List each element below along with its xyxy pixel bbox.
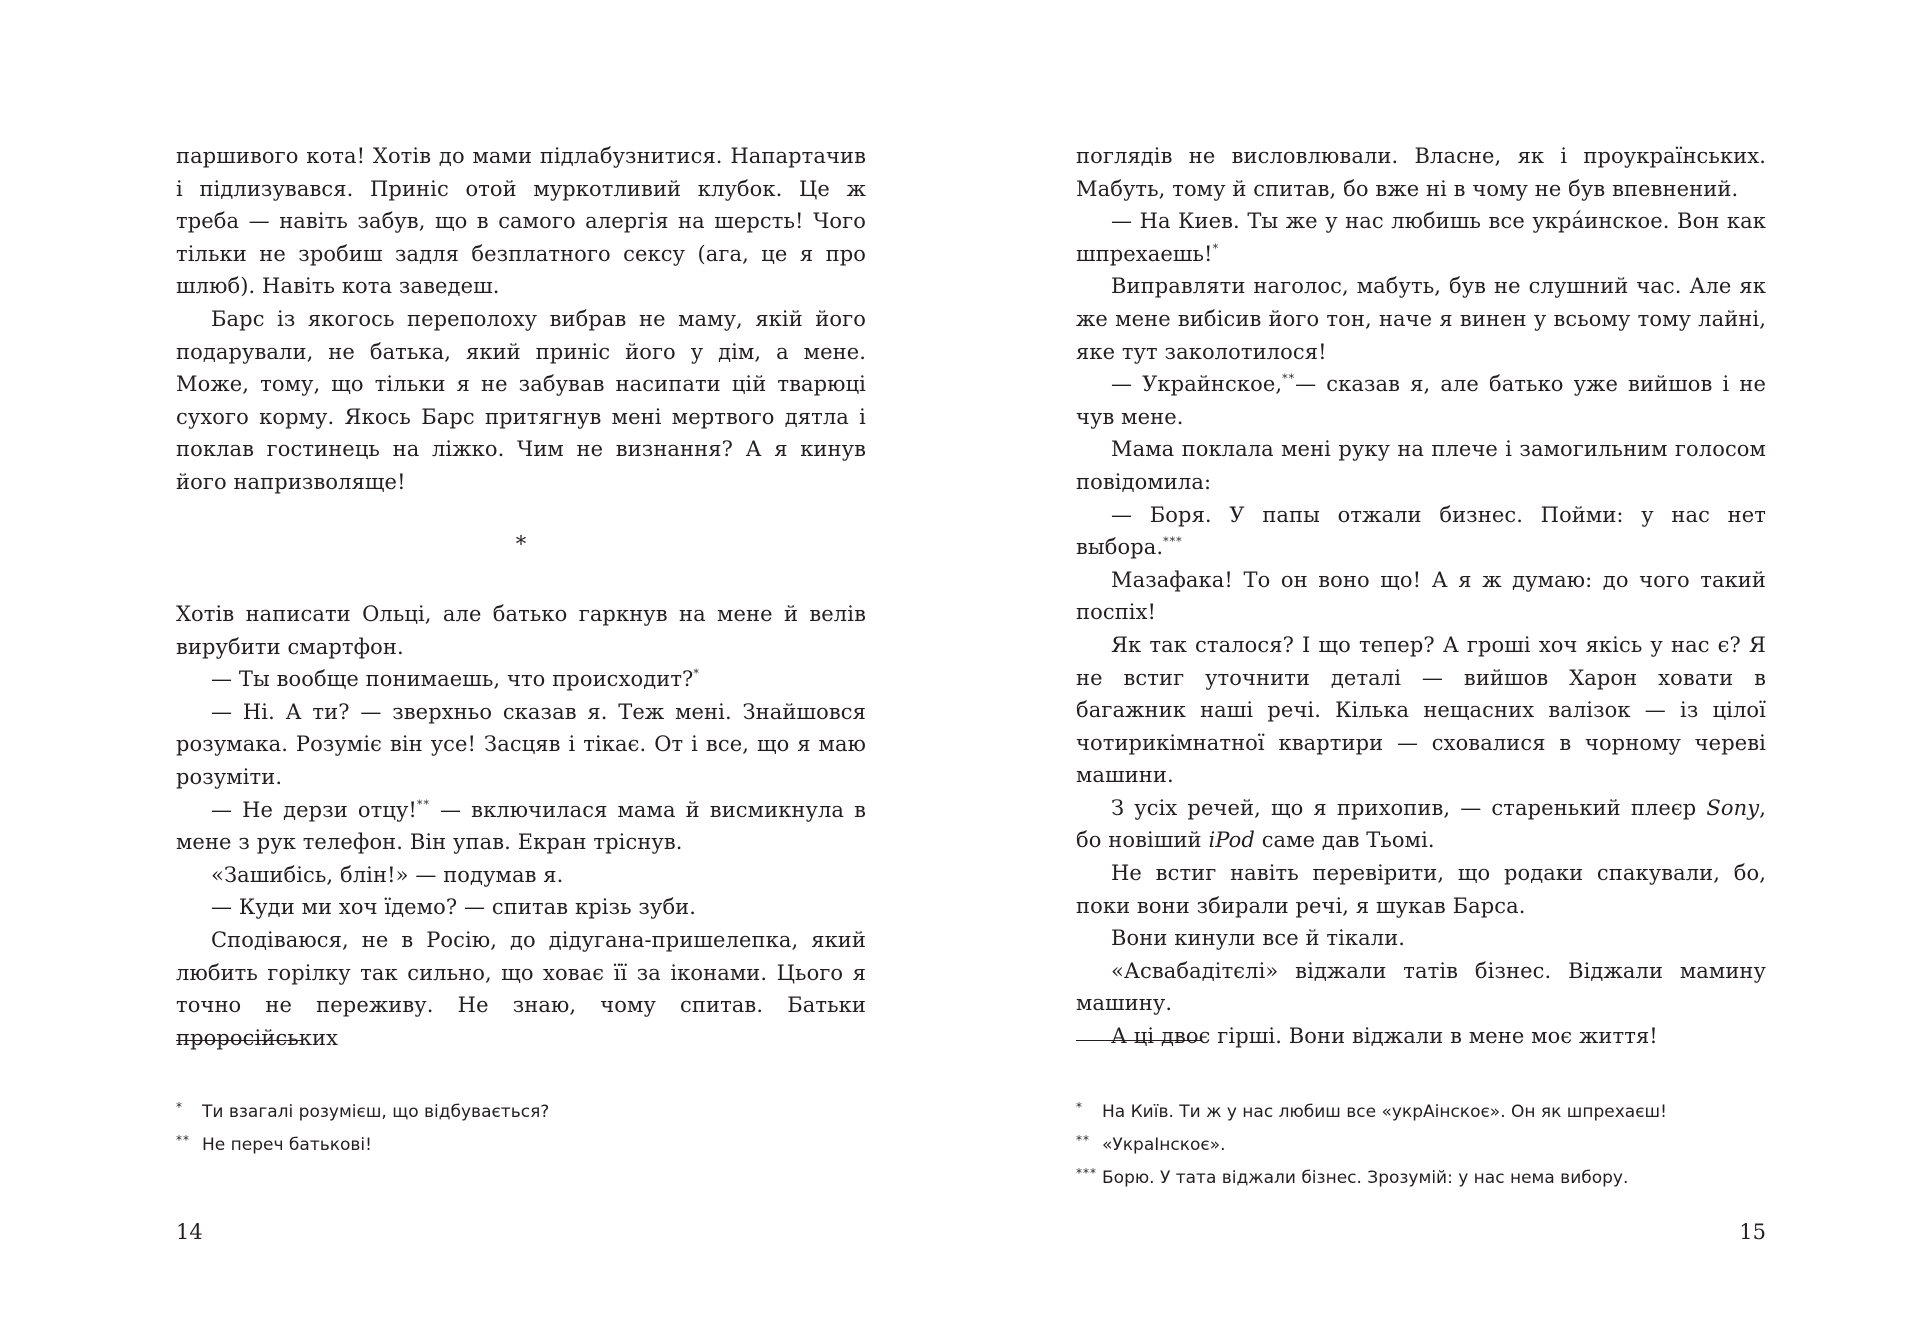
footnotes: [1076, 1096, 1766, 1195]
paragraph: Мазафака! То он воно що! А я ж думаю: до чого такий поспіх!: [1076, 567, 1766, 625]
text-run: саме дав Тьомі.: [1254, 828, 1435, 853]
left-text-block-1: [176, 140, 866, 499]
dialogue-line: [176, 663, 866, 696]
dialogue-text: — сказав я, але батько уже вийшов і не чув мене.: [1076, 372, 1766, 429]
dialogue-text: — Украйнское,: [1111, 372, 1283, 397]
brand-name: iPod: [1208, 828, 1255, 853]
section-separator: *: [515, 532, 527, 556]
footnote-marker: ***: [1163, 535, 1183, 549]
right-page: [1076, 0, 1766, 1341]
paragraph: Виправляти наголос, мабуть, був не слушний час. Але як же мене вибісив його тон, наче я винен у всьому тому лайні, яке тут заколотилося!: [1076, 274, 1766, 364]
footnote-mark: *: [176, 1100, 183, 1114]
dialogue-line: — Ні. А ти? — зверхньо сказав я. Теж мені. Знайшовся розумака. Розуміє він усе! Засцяв і тікає. От і все, що я маю розуміти.: [176, 699, 866, 789]
paragraph: поглядів не висловлювали. Власне, як і проукраїнських. Мабуть, тому й спитав, бо вже ні в чому не був впевнений.: [1076, 144, 1766, 201]
text-run: З усіх речей, що я прихопив, — старенький плеєр: [1111, 795, 1707, 820]
footnote-mark: *: [1076, 1100, 1083, 1114]
paragraph: «Асвабадітєлі» віджали татів бізнес. Віджали мамину машину.: [1076, 958, 1766, 1016]
paragraph: «Зашибісь, блін!» — подумав я.: [211, 862, 564, 887]
paragraph: Барс із якогось переполоху вибрав не маму, якій його подарували, не батька, який приніс його у дім, а мене. Може, тому, що тільки я не забував насипати цій тварюці сухого корму. Якось Барс притягнув мені мертвого дятла і поклав гостинець на ліжко. Чим не визнання? А я кинув його напризволяще!: [176, 306, 866, 494]
footnote-rule: [176, 1040, 302, 1041]
dialogue-text: — Не дерзи отцу!: [211, 797, 417, 822]
dialogue-line: [1076, 499, 1766, 564]
dialogue-line: [1076, 368, 1766, 433]
dialogue-line: [176, 794, 866, 859]
footnote: [1076, 1162, 1766, 1195]
paragraph: Мама поклала мені руку на плече і замогильним голосом повідомила:: [1076, 437, 1766, 494]
footnote-text: Ти взагалі розумієш, що відбувається?: [202, 1102, 550, 1122]
footnote-mark: **: [176, 1133, 190, 1147]
right-text-block: [1076, 140, 1766, 1053]
footnote: [176, 1129, 866, 1162]
paragraph: Вони кинули все й тікали.: [1111, 926, 1406, 951]
footnote-text: Борю. У тата віджали бізнес. Зрозумій: у нас нема вибору.: [1102, 1168, 1629, 1188]
dialogue-text: — На Киев. Ты же у нас любишь все укра́инское. Вон как шпрехаешь!: [1076, 209, 1766, 266]
dialogue-text: — включилася мама й висмикнула в мене з рук телефон. Він упав. Екран тріснув.: [176, 797, 866, 855]
footnotes: [176, 1096, 866, 1162]
brand-name: Sony: [1706, 795, 1760, 820]
dialogue-text: — Боря. У папы отжали бизнес. Пойми: у нас нет выбора.: [1076, 502, 1766, 560]
page-number: 14: [176, 1220, 203, 1244]
paragraph: паршивого кота! Хотів до мами підлабузнитися. Напартачив і підлизувався. Приніс отой муркотливий клубок. Це ж треба — навіть забув, що в самого алергія на шерсть! Чого тільки не зробиш задля безплатного сексу (ага, це я про шлюб). Навіть кота заведеш.: [176, 144, 866, 299]
footnote-mark: ***: [1076, 1166, 1097, 1180]
paragraph: А ці двоє гірші. Вони віджали в мене моє життя!: [1111, 1024, 1658, 1049]
dialogue-line: [1076, 205, 1766, 270]
left-text-block-2: [176, 598, 866, 1054]
footnote-text: Не переч батькові!: [202, 1135, 372, 1155]
footnote-marker: **: [1282, 372, 1296, 386]
paragraph: Не встиг навіть перевірити, що родаки спакували, бо, поки вони збирали речі, я шукав Барса.: [1076, 861, 1766, 918]
footnote-rule: [1076, 1040, 1202, 1041]
paragraph: [1076, 792, 1766, 857]
footnote-marker: **: [416, 797, 430, 811]
footnote-mark: **: [1076, 1133, 1090, 1147]
text-run: , бо новіший: [1076, 795, 1766, 853]
footnote-text: На Київ. Ти ж у нас любиш все «укрАінскоє». Он як шпрехаєш!: [1102, 1102, 1667, 1122]
dialogue-text: — Ты вообще понимаешь, что происходит?: [211, 667, 694, 692]
footnote: [1076, 1096, 1766, 1129]
footnote-text: «УкраІнскоє».: [1102, 1135, 1226, 1155]
page-number: 15: [1739, 1220, 1766, 1244]
dialogue-line: — Куди ми хоч їдемо? — спитав крізь зуби.: [211, 895, 697, 920]
paragraph: Як так сталося? І що тепер? А гроші хоч якісь у нас є? Я не встиг уточнити деталі — вийшов Харон ховати в багажник наші речі. Кілька нещасних валізок — із цілої чотирикімнатної квартири — сховалися в чорному череві машини.: [1076, 632, 1766, 788]
paragraph: Сподіваюся, не в Росію, до дідугана-пришелепка, який любить горілку так сильно, що ховає її за іконами. Цього я точно не переживу. Не знаю, чому спитав. Батьки проросійських: [176, 927, 866, 1050]
paragraph: Хотів написати Ольці, але батько гаркнув на мене й велів вирубити смартфон.: [176, 602, 866, 659]
left-page: [176, 0, 866, 1341]
footnote: [1076, 1129, 1766, 1162]
footnote: [176, 1096, 866, 1129]
footnote-marker: *: [1212, 241, 1220, 255]
footnote-marker: *: [693, 667, 700, 681]
